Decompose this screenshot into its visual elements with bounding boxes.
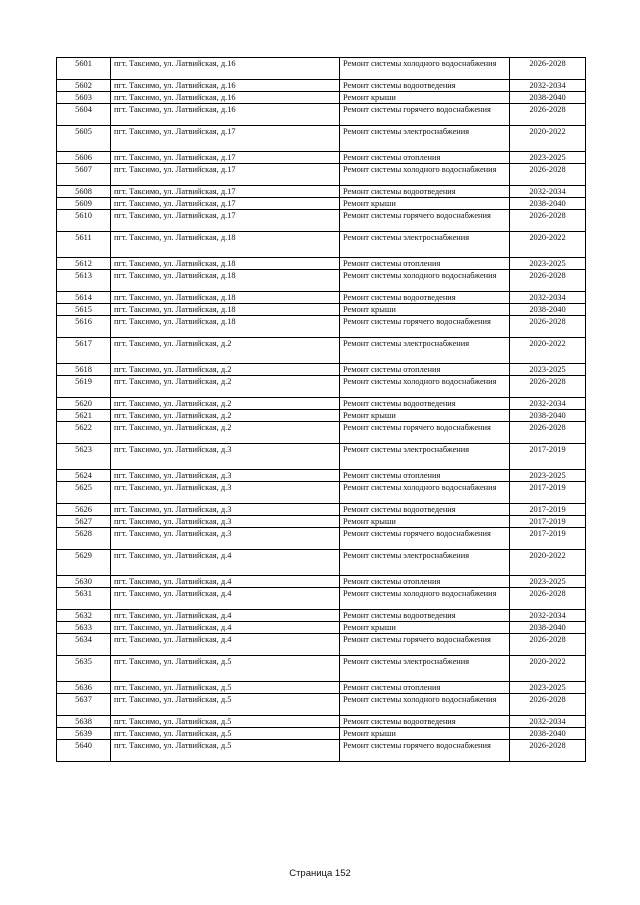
- table-row: [57, 398, 586, 410]
- period-cell: 2032-2034: [510, 292, 586, 304]
- table-row: [57, 482, 586, 504]
- address-cell: пгт. Таксимо, ул. Латвийская, д.3: [111, 504, 340, 516]
- work-type-cell: Ремонт системы водоотведения: [340, 716, 510, 728]
- work-type-cell: Ремонт крыши: [340, 622, 510, 634]
- address-cell: пгт. Таксимо, ул. Латвийская, д.18: [111, 270, 340, 292]
- address-cell: пгт. Таксимо, ул. Латвийская, д.17: [111, 126, 340, 152]
- table-row: [57, 104, 586, 126]
- row-number-cell: 5640: [57, 740, 111, 762]
- table-row: [57, 410, 586, 422]
- row-number-cell: 5638: [57, 716, 111, 728]
- table-row: [57, 186, 586, 198]
- period-cell: 2020-2022: [510, 126, 586, 152]
- row-number-cell: 5620: [57, 398, 111, 410]
- address-cell: пгт. Таксимо, ул. Латвийская, д.18: [111, 292, 340, 304]
- table-row: [57, 376, 586, 398]
- address-cell: пгт. Таксимо, ул. Латвийская, д.18: [111, 304, 340, 316]
- table-row: [57, 422, 586, 444]
- table-row: [57, 728, 586, 740]
- work-type-cell: Ремонт крыши: [340, 410, 510, 422]
- work-type-cell: Ремонт системы горячего водоснабжения: [340, 316, 510, 338]
- work-type-cell: Ремонт системы холодного водоснабжения: [340, 58, 510, 80]
- work-type-cell: Ремонт системы отопления: [340, 682, 510, 694]
- period-cell: 2038-2040: [510, 198, 586, 210]
- work-type-cell: Ремонт системы горячего водоснабжения: [340, 634, 510, 656]
- work-type-cell: Ремонт системы отопления: [340, 152, 510, 164]
- address-cell: пгт. Таксимо, ул. Латвийская, д.3: [111, 528, 340, 550]
- row-number-cell: 5619: [57, 376, 111, 398]
- table-row: [57, 740, 586, 762]
- table-row: [57, 610, 586, 622]
- address-cell: пгт. Таксимо, ул. Латвийская, д.3: [111, 470, 340, 482]
- table-row: [57, 304, 586, 316]
- work-type-cell: Ремонт крыши: [340, 92, 510, 104]
- address-cell: пгт. Таксимо, ул. Латвийская, д.5: [111, 728, 340, 740]
- work-type-cell: Ремонт системы горячего водоснабжения: [340, 422, 510, 444]
- address-cell: пгт. Таксимо, ул. Латвийская, д.16: [111, 58, 340, 80]
- address-cell: пгт. Таксимо, ул. Латвийская, д.17: [111, 152, 340, 164]
- address-cell: пгт. Таксимо, ул. Латвийская, д.18: [111, 316, 340, 338]
- table-row: [57, 338, 586, 364]
- table-row: [57, 634, 586, 656]
- row-number-cell: 5629: [57, 550, 111, 576]
- address-cell: пгт. Таксимо, ул. Латвийская, д.4: [111, 634, 340, 656]
- work-type-cell: Ремонт системы холодного водоснабжения: [340, 376, 510, 398]
- row-number-cell: 5624: [57, 470, 111, 482]
- row-number-cell: 5636: [57, 682, 111, 694]
- table-row: [57, 504, 586, 516]
- work-type-cell: Ремонт системы электроснабжения: [340, 126, 510, 152]
- table-row: [57, 164, 586, 186]
- work-type-cell: Ремонт системы горячего водоснабжения: [340, 740, 510, 762]
- period-cell: 2020-2022: [510, 232, 586, 258]
- work-type-cell: Ремонт системы отопления: [340, 258, 510, 270]
- period-cell: 2023-2025: [510, 470, 586, 482]
- row-number-cell: 5633: [57, 622, 111, 634]
- period-cell: 2026-2028: [510, 316, 586, 338]
- period-cell: 2026-2028: [510, 740, 586, 762]
- row-number-cell: 5609: [57, 198, 111, 210]
- work-type-cell: Ремонт системы электроснабжения: [340, 550, 510, 576]
- table-row: [57, 80, 586, 92]
- table-row: [57, 682, 586, 694]
- table-row: [57, 126, 586, 152]
- table-row: [57, 270, 586, 292]
- table-row: [57, 550, 586, 576]
- table-row: [57, 58, 586, 80]
- period-cell: 2038-2040: [510, 728, 586, 740]
- table-row: [57, 232, 586, 258]
- period-cell: 2026-2028: [510, 376, 586, 398]
- table-row: [57, 92, 586, 104]
- row-number-cell: 5632: [57, 610, 111, 622]
- address-cell: пгт. Таксимо, ул. Латвийская, д.4: [111, 550, 340, 576]
- address-cell: пгт. Таксимо, ул. Латвийская, д.4: [111, 610, 340, 622]
- row-number-cell: 5637: [57, 694, 111, 716]
- period-cell: 2032-2034: [510, 398, 586, 410]
- work-type-cell: Ремонт системы холодного водоснабжения: [340, 270, 510, 292]
- row-number-cell: 5614: [57, 292, 111, 304]
- address-cell: пгт. Таксимо, ул. Латвийская, д.2: [111, 398, 340, 410]
- period-cell: 2038-2040: [510, 304, 586, 316]
- period-cell: 2032-2034: [510, 610, 586, 622]
- period-cell: 2020-2022: [510, 550, 586, 576]
- period-cell: 2017-2019: [510, 528, 586, 550]
- row-number-cell: 5631: [57, 588, 111, 610]
- period-cell: 2023-2025: [510, 258, 586, 270]
- period-cell: 2026-2028: [510, 270, 586, 292]
- row-number-cell: 5622: [57, 422, 111, 444]
- row-number-cell: 5627: [57, 516, 111, 528]
- row-number-cell: 5635: [57, 656, 111, 682]
- address-cell: пгт. Таксимо, ул. Латвийская, д.5: [111, 740, 340, 762]
- address-cell: пгт. Таксимо, ул. Латвийская, д.17: [111, 210, 340, 232]
- table-row: [57, 198, 586, 210]
- table-row: [57, 694, 586, 716]
- row-number-cell: 5634: [57, 634, 111, 656]
- work-type-cell: Ремонт системы электроснабжения: [340, 338, 510, 364]
- address-cell: пгт. Таксимо, ул. Латвийская, д.3: [111, 482, 340, 504]
- address-cell: пгт. Таксимо, ул. Латвийская, д.2: [111, 410, 340, 422]
- row-number-cell: 5605: [57, 126, 111, 152]
- row-number-cell: 5623: [57, 444, 111, 470]
- row-number-cell: 5601: [57, 58, 111, 80]
- period-cell: 2017-2019: [510, 482, 586, 504]
- period-cell: 2026-2028: [510, 104, 586, 126]
- work-type-cell: Ремонт крыши: [340, 198, 510, 210]
- address-cell: пгт. Таксимо, ул. Латвийская, д.18: [111, 232, 340, 258]
- row-number-cell: 5611: [57, 232, 111, 258]
- period-cell: 2032-2034: [510, 186, 586, 198]
- row-number-cell: 5607: [57, 164, 111, 186]
- address-cell: пгт. Таксимо, ул. Латвийская, д.2: [111, 376, 340, 398]
- page-number: Страница 152: [289, 868, 351, 879]
- table-row: [57, 292, 586, 304]
- work-type-cell: Ремонт системы водоотведения: [340, 80, 510, 92]
- table-row: [57, 622, 586, 634]
- work-type-cell: Ремонт системы холодного водоснабжения: [340, 164, 510, 186]
- address-cell: пгт. Таксимо, ул. Латвийская, д.5: [111, 694, 340, 716]
- work-type-cell: Ремонт системы горячего водоснабжения: [340, 528, 510, 550]
- row-number-cell: 5604: [57, 104, 111, 126]
- period-cell: 2020-2022: [510, 338, 586, 364]
- row-number-cell: 5617: [57, 338, 111, 364]
- row-number-cell: 5602: [57, 80, 111, 92]
- row-number-cell: 5608: [57, 186, 111, 198]
- table-row: [57, 716, 586, 728]
- row-number-cell: 5621: [57, 410, 111, 422]
- period-cell: 2032-2034: [510, 716, 586, 728]
- address-cell: пгт. Таксимо, ул. Латвийская, д.2: [111, 364, 340, 376]
- table-row: [57, 576, 586, 588]
- work-type-cell: Ремонт системы горячего водоснабжения: [340, 210, 510, 232]
- work-type-cell: Ремонт крыши: [340, 728, 510, 740]
- address-cell: пгт. Таксимо, ул. Латвийская, д.4: [111, 588, 340, 610]
- work-type-cell: Ремонт системы отопления: [340, 470, 510, 482]
- work-type-cell: Ремонт системы водоотведения: [340, 610, 510, 622]
- work-type-cell: Ремонт системы холодного водоснабжения: [340, 482, 510, 504]
- row-number-cell: 5603: [57, 92, 111, 104]
- address-cell: пгт. Таксимо, ул. Латвийская, д.17: [111, 198, 340, 210]
- period-cell: 2017-2019: [510, 504, 586, 516]
- table-row: [57, 316, 586, 338]
- period-cell: 2026-2028: [510, 210, 586, 232]
- work-type-cell: Ремонт системы водоотведения: [340, 504, 510, 516]
- table-row: [57, 516, 586, 528]
- table-row: [57, 470, 586, 482]
- table-row: [57, 656, 586, 682]
- work-type-cell: Ремонт системы электроснабжения: [340, 232, 510, 258]
- table-row: [57, 258, 586, 270]
- work-type-cell: Ремонт крыши: [340, 304, 510, 316]
- address-cell: пгт. Таксимо, ул. Латвийская, д.16: [111, 92, 340, 104]
- row-number-cell: 5618: [57, 364, 111, 376]
- address-cell: пгт. Таксимо, ул. Латвийская, д.3: [111, 444, 340, 470]
- table-body: [57, 58, 586, 762]
- row-number-cell: 5628: [57, 528, 111, 550]
- work-type-cell: Ремонт системы горячего водоснабжения: [340, 104, 510, 126]
- row-number-cell: 5606: [57, 152, 111, 164]
- work-type-cell: Ремонт системы водоотведения: [340, 186, 510, 198]
- table-row: [57, 152, 586, 164]
- address-cell: пгт. Таксимо, ул. Латвийская, д.5: [111, 716, 340, 728]
- period-cell: 2026-2028: [510, 164, 586, 186]
- row-number-cell: 5610: [57, 210, 111, 232]
- period-cell: 2017-2019: [510, 516, 586, 528]
- address-cell: пгт. Таксимо, ул. Латвийская, д.3: [111, 516, 340, 528]
- address-cell: пгт. Таксимо, ул. Латвийская, д.4: [111, 622, 340, 634]
- period-cell: 2026-2028: [510, 588, 586, 610]
- address-cell: пгт. Таксимо, ул. Латвийская, д.16: [111, 104, 340, 126]
- address-cell: пгт. Таксимо, ул. Латвийская, д.2: [111, 338, 340, 364]
- period-cell: 2026-2028: [510, 694, 586, 716]
- address-cell: пгт. Таксимо, ул. Латвийская, д.5: [111, 656, 340, 682]
- work-type-cell: Ремонт системы электроснабжения: [340, 444, 510, 470]
- work-type-cell: Ремонт системы водоотведения: [340, 398, 510, 410]
- period-cell: 2038-2040: [510, 92, 586, 104]
- work-type-cell: Ремонт системы холодного водоснабжения: [340, 694, 510, 716]
- address-cell: пгт. Таксимо, ул. Латвийская, д.16: [111, 80, 340, 92]
- period-cell: 2017-2019: [510, 444, 586, 470]
- period-cell: 2023-2025: [510, 152, 586, 164]
- address-cell: пгт. Таксимо, ул. Латвийская, д.17: [111, 186, 340, 198]
- work-type-cell: Ремонт системы электроснабжения: [340, 656, 510, 682]
- work-type-cell: Ремонт крыши: [340, 516, 510, 528]
- row-number-cell: 5615: [57, 304, 111, 316]
- row-number-cell: 5616: [57, 316, 111, 338]
- row-number-cell: 5612: [57, 258, 111, 270]
- work-type-cell: Ремонт системы холодного водоснабжения: [340, 588, 510, 610]
- work-type-cell: Ремонт системы отопления: [340, 364, 510, 376]
- table-row: [57, 444, 586, 470]
- table-row: [57, 528, 586, 550]
- address-cell: пгт. Таксимо, ул. Латвийская, д.18: [111, 258, 340, 270]
- period-cell: 2023-2025: [510, 364, 586, 376]
- work-type-cell: Ремонт системы отопления: [340, 576, 510, 588]
- work-type-cell: Ремонт системы водоотведения: [340, 292, 510, 304]
- row-number-cell: 5625: [57, 482, 111, 504]
- period-cell: 2032-2034: [510, 80, 586, 92]
- row-number-cell: 5613: [57, 270, 111, 292]
- period-cell: 2023-2025: [510, 682, 586, 694]
- table-row: [57, 364, 586, 376]
- row-number-cell: 5639: [57, 728, 111, 740]
- address-cell: пгт. Таксимо, ул. Латвийская, д.17: [111, 164, 340, 186]
- row-number-cell: 5630: [57, 576, 111, 588]
- period-cell: 2023-2025: [510, 576, 586, 588]
- period-cell: 2038-2040: [510, 410, 586, 422]
- address-cell: пгт. Таксимо, ул. Латвийская, д.4: [111, 576, 340, 588]
- table-row: [57, 588, 586, 610]
- period-cell: 2026-2028: [510, 634, 586, 656]
- period-cell: 2026-2028: [510, 58, 586, 80]
- table-row: [57, 210, 586, 232]
- period-cell: 2026-2028: [510, 422, 586, 444]
- period-cell: 2020-2022: [510, 656, 586, 682]
- repair-schedule-table: [56, 57, 586, 762]
- address-cell: пгт. Таксимо, ул. Латвийская, д.5: [111, 682, 340, 694]
- row-number-cell: 5626: [57, 504, 111, 516]
- address-cell: пгт. Таксимо, ул. Латвийская, д.2: [111, 422, 340, 444]
- period-cell: 2038-2040: [510, 622, 586, 634]
